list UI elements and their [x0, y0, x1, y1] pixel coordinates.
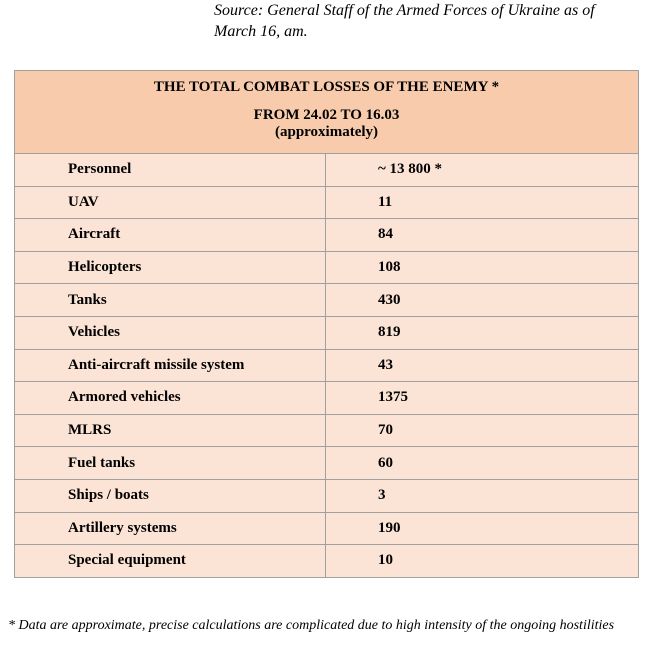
row-label: Tanks — [15, 284, 326, 317]
row-label: Aircraft — [15, 219, 326, 252]
table-row — [15, 284, 639, 317]
row-value: 60 — [326, 447, 639, 480]
row-label: MLRS — [15, 414, 326, 447]
row-label: Vehicles — [15, 316, 326, 349]
source-line-1: Source: General Staff of the Armed Forces of Ukraine as of — [214, 2, 595, 19]
row-value: 11 — [326, 186, 639, 219]
row-label: Armored vehicles — [15, 382, 326, 415]
table-approx-note: (approximately) — [274, 124, 379, 140]
row-value: 43 — [326, 349, 639, 382]
row-label: UAV — [15, 186, 326, 219]
table-row — [15, 414, 639, 447]
row-label: Personnel — [15, 154, 326, 187]
table-row — [15, 316, 639, 349]
table-header-row — [15, 71, 639, 154]
row-label: Fuel tanks — [15, 447, 326, 480]
table-row — [15, 447, 639, 480]
table-row — [15, 154, 639, 187]
row-label: Special equipment — [15, 545, 326, 578]
table-row — [15, 479, 639, 512]
row-value: 819 — [326, 316, 639, 349]
footnote: * Data are approximate, precise calculations are complicated due to high intensity of the ongoing hostilities — [8, 618, 615, 633]
row-label: Artillery systems — [15, 512, 326, 545]
row-value: 70 — [326, 414, 639, 447]
row-value: 84 — [326, 219, 639, 252]
table-period: FROM 24.02 TO 16.03 — [253, 107, 400, 123]
row-value: 3 — [326, 479, 639, 512]
row-value: ~ 13 800 * — [326, 154, 639, 187]
row-value: 108 — [326, 251, 639, 284]
row-label: Anti-aircraft missile system — [15, 349, 326, 382]
table-row — [15, 251, 639, 284]
table-row — [15, 512, 639, 545]
table-row — [15, 349, 639, 382]
table-row — [15, 219, 639, 252]
row-label: Ships / boats — [15, 479, 326, 512]
row-value: 430 — [326, 284, 639, 317]
source-note — [214, 0, 654, 42]
row-value: 1375 — [326, 382, 639, 415]
combat-losses-table — [14, 70, 639, 578]
source-line-2: March 16, am. — [214, 23, 308, 40]
row-label: Helicopters — [15, 251, 326, 284]
table-row — [15, 545, 639, 578]
table-row — [15, 382, 639, 415]
row-value: 10 — [326, 545, 639, 578]
table-title: THE TOTAL COMBAT LOSSES OF THE ENEMY * — [153, 79, 500, 95]
table-row — [15, 186, 639, 219]
table-header — [15, 71, 639, 154]
row-value: 190 — [326, 512, 639, 545]
